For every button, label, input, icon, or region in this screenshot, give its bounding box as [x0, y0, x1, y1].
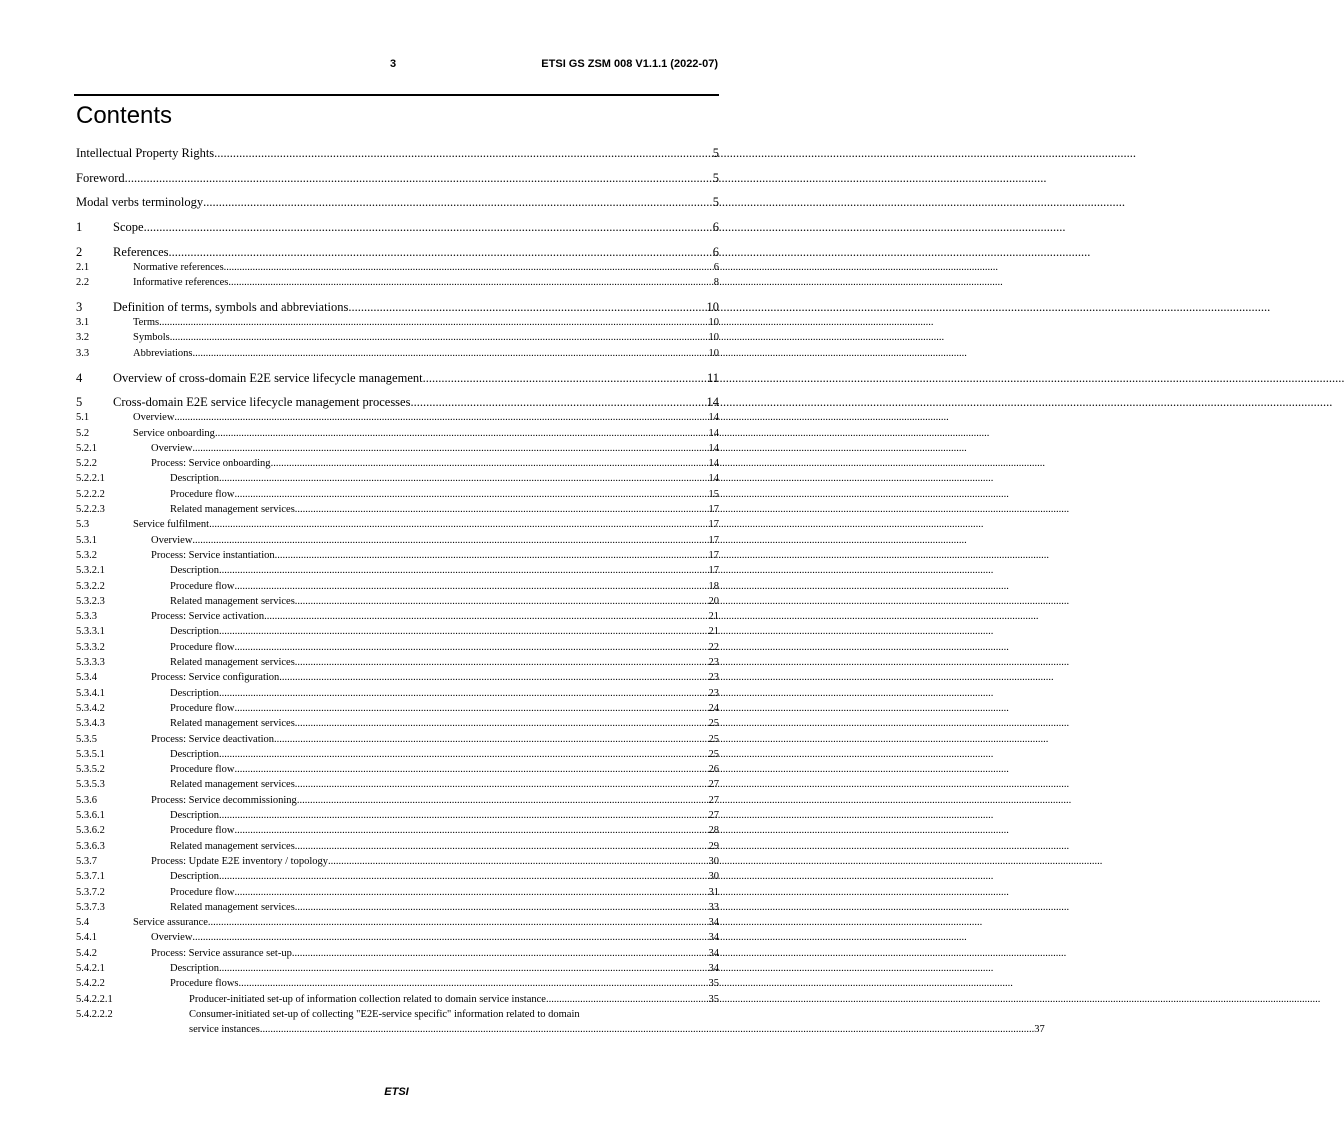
- toc-entry[interactable]: [76, 219, 719, 235]
- toc-leader-dots: [228, 275, 713, 290]
- toc-entry-label: Procedure flow: [170, 886, 235, 898]
- toc-entry-number: 5.3.3: [76, 611, 97, 623]
- toc-entry-number: 5: [76, 395, 83, 410]
- toc-entry-page: 23: [708, 687, 719, 699]
- toc-leader-dots: [234, 487, 708, 502]
- toc-entry[interactable]: [76, 594, 719, 609]
- toc-entry-page: 14: [708, 427, 719, 439]
- toc-entry[interactable]: [76, 915, 719, 930]
- toc-entry-label: Terms: [133, 317, 160, 329]
- toc-entry-number: 5.3.4: [76, 672, 97, 684]
- toc-entry[interactable]: [76, 533, 719, 548]
- toc-entry[interactable]: [76, 1007, 1045, 1038]
- toc-entry[interactable]: [76, 502, 719, 517]
- toc-entry-page: 14: [708, 473, 719, 485]
- toc-entry-page: 27: [708, 779, 719, 791]
- toc-entry-label: Service onboarding: [133, 427, 215, 439]
- toc-leader-dots: [193, 346, 709, 361]
- toc-entry[interactable]: [76, 275, 719, 290]
- toc-entry[interactable]: [76, 244, 719, 260]
- toc-entry-label: Overview of cross-domain E2E service lifecycle management: [113, 370, 423, 385]
- toc-entry-label: Producer-initiated set-up of information collection related to domain service instance: [189, 993, 546, 1005]
- toc-entry-page: 17: [708, 549, 719, 561]
- toc-entry-label: Service fulfilment: [133, 519, 210, 531]
- toc-entry-page: 25: [708, 748, 719, 760]
- toc-leader-dots: [170, 330, 709, 345]
- toc-entry-label: Related management services: [170, 504, 295, 516]
- toc-leader-dots: [219, 686, 709, 701]
- toc-leader-dots: [174, 410, 708, 425]
- toc-leader-dots: [192, 930, 708, 945]
- toc-entry[interactable]: [76, 640, 719, 655]
- toc-entry-label: Process: Service onboarding: [151, 458, 271, 470]
- toc-entry-page: 17: [708, 534, 719, 546]
- toc-entry-page: 34: [708, 917, 719, 929]
- toc-entry-page: 27: [708, 794, 719, 806]
- toc-entry[interactable]: [76, 762, 719, 777]
- toc-entry-number: 5.3.2.2: [76, 580, 105, 592]
- toc-entry-label: Process: Service assurance set-up: [151, 947, 292, 959]
- toc-entry-number: 1: [76, 220, 83, 235]
- toc-entry-page: 5: [712, 195, 719, 210]
- toc-entry-label: Procedure flow: [170, 825, 235, 837]
- toc-entry-page: 14: [708, 442, 719, 454]
- toc-entry-number: 3.3: [76, 347, 90, 359]
- toc-entry-page: 33: [708, 901, 719, 913]
- toc-entry-label: Process: Update E2E inventory / topology: [151, 855, 329, 867]
- toc-entry-label: Process: Service configuration: [151, 672, 280, 684]
- toc-entry-label: Related management services: [170, 595, 295, 607]
- toc-entry-page: 8: [713, 277, 719, 289]
- toc-leader-dots: [295, 716, 709, 731]
- toc-entry[interactable]: [76, 976, 719, 991]
- toc-entry-number: 5.3.5.1: [76, 748, 105, 760]
- toc-leader-dots: [264, 609, 708, 624]
- toc-leader-dots: [192, 441, 708, 456]
- toc-leader-dots: [144, 219, 713, 235]
- toc-entry-page: 5: [712, 170, 719, 185]
- toc-entry-page: 17: [708, 519, 719, 531]
- toc-entry[interactable]: [76, 517, 719, 532]
- toc-entry[interactable]: [76, 747, 719, 762]
- toc-entry[interactable]: [76, 487, 719, 502]
- toc-leader-dots: [271, 456, 709, 471]
- toc-entry[interactable]: [76, 992, 719, 1007]
- toc-leader-dots: [224, 260, 714, 275]
- toc-leader-dots: [348, 299, 706, 315]
- toc-leader-dots: [219, 808, 709, 823]
- toc-entry-page: 22: [708, 641, 719, 653]
- table-of-contents: [76, 145, 1045, 1037]
- toc-leader-dots: [234, 885, 708, 900]
- toc-entry-number: 5.3.6.2: [76, 825, 105, 837]
- toc-leader-dots: [234, 701, 708, 716]
- toc-leader-dots: [208, 915, 709, 930]
- toc-entry-page: 35: [708, 978, 719, 990]
- toc-leader-dots: [192, 533, 708, 548]
- toc-entry-number: 5.3.7.2: [76, 886, 105, 898]
- toc-entry-label: Process: Service activation: [151, 611, 265, 623]
- toc-entry[interactable]: [76, 655, 719, 670]
- toc-entry[interactable]: [76, 471, 719, 486]
- toc-entry-number: 5.3.4.2: [76, 702, 105, 714]
- toc-entry-label: Description: [170, 473, 219, 485]
- toc-entry-page: 31: [708, 886, 719, 898]
- toc-entry-page: 21: [708, 611, 719, 623]
- toc-leader-dots: [219, 624, 709, 639]
- toc-entry-label: Consumer-initiated set-up of collecting "E2E-service specific" information related to domain: [189, 1008, 580, 1020]
- toc-entry-page: 28: [708, 825, 719, 837]
- toc-entry-label: Definition of terms, symbols and abbreviations: [113, 300, 349, 315]
- toc-leader-dots: [292, 946, 709, 961]
- toc-entry[interactable]: [76, 441, 719, 456]
- toc-entry[interactable]: [76, 315, 719, 330]
- toc-entry-page: 20: [708, 595, 719, 607]
- toc-entry[interactable]: [76, 808, 719, 823]
- toc-entry[interactable]: [76, 961, 719, 976]
- toc-entry-label: Related management services: [170, 779, 295, 791]
- toc-entry-number: 3.1: [76, 317, 90, 329]
- toc-entry-label: Abbreviations: [133, 347, 193, 359]
- toc-entry-number: 5.3.3.2: [76, 641, 105, 653]
- toc-entry-page: 25: [708, 733, 719, 745]
- toc-entry[interactable]: [76, 548, 719, 563]
- toc-leader-dots: [295, 900, 709, 915]
- toc-leader-dots: [295, 655, 709, 670]
- toc-entry-number: 5.3.3.3: [76, 657, 105, 669]
- toc-entry-label: Process: Service instantiation: [151, 549, 275, 561]
- toc-leader-dots: [295, 594, 709, 609]
- toc-entry[interactable]: [76, 839, 719, 854]
- toc-leader-dots: [239, 976, 709, 991]
- toc-entry-page: 30: [708, 871, 719, 883]
- toc-entry[interactable]: [76, 793, 719, 808]
- toc-entry[interactable]: [76, 732, 719, 747]
- toc-leader-dots: [234, 823, 708, 838]
- toc-entry-label: Procedure flows: [170, 978, 239, 990]
- toc-entry-page: 11: [706, 370, 719, 385]
- toc-entry-label: Intellectual Property Rights: [76, 146, 215, 160]
- footer-etsi: ETSI: [384, 1086, 409, 1098]
- toc-entry-number: 5.4.2.2: [76, 978, 105, 990]
- toc-leader-dots: [260, 1022, 1034, 1037]
- toc-entry[interactable]: [76, 701, 719, 716]
- toc-entry-page: 29: [708, 840, 719, 852]
- toc-entry-page: 18: [708, 580, 719, 592]
- toc-entry-page: 26: [708, 764, 719, 776]
- toc-entry[interactable]: [76, 885, 719, 900]
- toc-leader-dots: [546, 992, 709, 1007]
- page-number: 3: [390, 58, 397, 70]
- toc-entry-number: 3.2: [76, 332, 90, 344]
- toc-entry-label: Overview: [151, 534, 193, 546]
- toc-entry[interactable]: [76, 410, 719, 425]
- toc-entry-page: 10: [708, 317, 719, 329]
- page-title: Contents: [76, 102, 173, 129]
- toc-entry-number: 5.4.2.2.1: [76, 993, 113, 1005]
- toc-leader-dots: [275, 548, 709, 563]
- toc-entry-number: 5.3.6.1: [76, 810, 105, 822]
- toc-entry-label: Related management services: [170, 657, 295, 669]
- toc-entry-label: Overview: [151, 932, 193, 944]
- toc-leader-dots: [295, 777, 709, 792]
- toc-entry-page: 34: [708, 932, 719, 944]
- toc-entry-number: 5.3.3.1: [76, 626, 105, 638]
- toc-entry[interactable]: [76, 777, 719, 792]
- toc-leader-dots: [295, 502, 709, 517]
- toc-entry-label: Informative references: [133, 277, 229, 289]
- toc-entry-label: Related management services: [170, 901, 295, 913]
- toc-entry-number: 5.3.6: [76, 794, 97, 806]
- toc-entry-label: Description: [170, 565, 219, 577]
- toc-entry-label: Description: [170, 748, 219, 760]
- toc-leader-dots: [295, 839, 709, 854]
- toc-leader-dots: [214, 145, 713, 161]
- toc-entry-number: 5.3.5: [76, 733, 97, 745]
- toc-entry-page: 10: [706, 300, 719, 315]
- document-id: ETSI GS ZSM 008 V1.1.1 (2022-07): [541, 58, 718, 70]
- toc-entry-page: 27: [708, 810, 719, 822]
- toc-entry-label: Procedure flow: [170, 488, 235, 500]
- toc-leader-dots: [159, 315, 708, 330]
- toc-entry-number: 5.3.4.1: [76, 687, 105, 699]
- toc-entry[interactable]: [76, 426, 719, 441]
- toc-entry-number: 5.3.1: [76, 534, 97, 546]
- toc-entry-page: 34: [708, 947, 719, 959]
- toc-entry-label: Description: [170, 687, 219, 699]
- toc-entry-page: 17: [708, 565, 719, 577]
- toc-entry[interactable]: [76, 930, 719, 945]
- toc-entry[interactable]: [76, 260, 719, 275]
- toc-entry[interactable]: [76, 330, 719, 345]
- toc-entry[interactable]: [76, 609, 719, 624]
- toc-entry[interactable]: [76, 456, 719, 471]
- toc-entry-page: 30: [708, 855, 719, 867]
- toc-entry-number: 2.2: [76, 277, 90, 289]
- toc-entry[interactable]: [76, 579, 719, 594]
- toc-entry-page: 23: [708, 672, 719, 684]
- toc-entry-label: Scope: [113, 220, 144, 235]
- toc-entry-label: Description: [170, 962, 219, 974]
- toc-entry-page: 24: [708, 702, 719, 714]
- toc-leader-dots: [234, 640, 708, 655]
- toc-entry-page: 6: [713, 261, 719, 273]
- toc-leader-dots: [279, 670, 708, 685]
- toc-leader-dots: [169, 244, 713, 260]
- toc-entry-label: Process: Service decommissioning: [151, 794, 297, 806]
- toc-entry-label: Description: [170, 810, 219, 822]
- toc-entry-label: Procedure flow: [170, 702, 235, 714]
- toc-entry-label: Normative references: [133, 261, 224, 273]
- toc-entry[interactable]: [76, 716, 719, 731]
- toc-entry[interactable]: [76, 670, 719, 685]
- toc-entry-number: 5.1: [76, 412, 90, 424]
- toc-entry-label: Modal verbs terminology: [76, 195, 204, 210]
- toc-entry-number: 5.3.7.1: [76, 871, 105, 883]
- toc-entry-page: 10: [708, 332, 719, 344]
- toc-entry-number: 5.4.2: [76, 947, 97, 959]
- toc-entry-number: 5.3.2: [76, 549, 97, 561]
- toc-entry[interactable]: [76, 624, 719, 639]
- toc-leader-dots: [215, 426, 709, 441]
- toc-entry-page: 14: [708, 458, 719, 470]
- toc-entry-number: 3: [76, 300, 83, 315]
- toc-entry-page: 34: [708, 962, 719, 974]
- toc-entry[interactable]: [76, 823, 719, 838]
- toc-entry-number: 5.2.2.2: [76, 488, 105, 500]
- toc-entry-number: 5.2.2.1: [76, 473, 105, 485]
- toc-entry-page: 15: [708, 488, 719, 500]
- toc-entry-number: 5.2.1: [76, 442, 97, 454]
- toc-entry-label: Description: [170, 626, 219, 638]
- toc-entry[interactable]: [76, 299, 719, 315]
- toc-entry-number: 5.2: [76, 427, 90, 439]
- toc-entry-label: Foreword: [76, 170, 125, 185]
- toc-entry-page: 25: [708, 718, 719, 730]
- toc-entry-label: Process: Service deactivation: [151, 733, 275, 745]
- toc-entry-number: 5.3.7.3: [76, 901, 105, 913]
- toc-entry[interactable]: [76, 900, 719, 915]
- toc-entry-number: 5.4.2.1: [76, 962, 105, 974]
- toc-entry[interactable]: [76, 869, 719, 884]
- toc-entry-page: 37: [1034, 1024, 1045, 1036]
- toc-entry-page: 6: [712, 220, 719, 235]
- toc-entry-label: Procedure flow: [170, 764, 235, 776]
- toc-entry[interactable]: [76, 946, 719, 961]
- toc-entry-label: Procedure flow: [170, 580, 235, 592]
- toc-entry-page: 23: [708, 657, 719, 669]
- toc-entry-label: References: [113, 244, 169, 259]
- toc-leader-dots: [219, 747, 709, 762]
- toc-entry-label: Related management services: [170, 718, 295, 730]
- toc-leader-dots: [234, 762, 708, 777]
- toc-entry-number: 5.3.6.3: [76, 840, 105, 852]
- toc-leader-dots: [219, 563, 709, 578]
- toc-leader-dots: [203, 194, 713, 210]
- toc-entry-number: 2.1: [76, 261, 90, 273]
- toc-entry-number: 5.2.2: [76, 458, 97, 470]
- toc-entry-label: Description: [170, 871, 219, 883]
- toc-entry-number: 5.3.5.3: [76, 779, 105, 791]
- toc-entry-number: 5.3.7: [76, 855, 97, 867]
- toc-entry-page: 10: [708, 347, 719, 359]
- toc-entry-number: 5.2.2.3: [76, 504, 105, 516]
- toc-entry[interactable]: [76, 394, 719, 410]
- toc-entry-page: 5: [712, 146, 719, 160]
- toc-entry[interactable]: [76, 170, 719, 186]
- toc-entry-number: 5.3.5.2: [76, 764, 105, 776]
- toc-entry[interactable]: [76, 563, 719, 578]
- toc-leader-dots: [219, 869, 709, 884]
- toc-leader-dots: [219, 961, 709, 976]
- toc-entry-label: Overview: [151, 442, 193, 454]
- toc-entry-label: Related management services: [170, 840, 295, 852]
- toc-leader-dots: [125, 170, 713, 186]
- toc-entry[interactable]: [76, 145, 719, 161]
- toc-leader-dots: [328, 854, 708, 869]
- toc-entry-page: 14: [706, 395, 719, 410]
- toc-entry-number: 2: [76, 244, 83, 259]
- toc-entry-label: Service assurance: [133, 917, 208, 929]
- toc-leader-dots: [410, 394, 706, 410]
- toc-entry-number: 5.4.2.2.2: [76, 1008, 113, 1020]
- toc-entry-label-cont: service instances: [189, 1024, 260, 1036]
- toc-entry-number: 5.4: [76, 917, 90, 929]
- toc-leader-dots: [423, 370, 707, 386]
- toc-entry-number: 4: [76, 370, 83, 385]
- toc-entry-page: 17: [708, 504, 719, 516]
- toc-leader-dots: [274, 732, 708, 747]
- toc-entry-page: 6: [712, 244, 719, 259]
- toc-entry-label: Cross-domain E2E service lifecycle management processes: [113, 395, 411, 410]
- toc-entry-page: 35: [708, 993, 719, 1005]
- toc-entry-number: 5.3.2.3: [76, 595, 105, 607]
- toc-leader-dots: [209, 517, 708, 532]
- toc-entry[interactable]: [76, 854, 719, 869]
- toc-entry[interactable]: [76, 370, 719, 386]
- toc-entry-number: 5.4.1: [76, 932, 97, 944]
- toc-entry-number: 5.3: [76, 519, 90, 531]
- toc-entry-number: 5.3.2.1: [76, 565, 105, 577]
- toc-entry-label: Procedure flow: [170, 641, 235, 653]
- toc-entry[interactable]: [76, 686, 719, 701]
- toc-entry-page: 14: [708, 412, 719, 424]
- toc-leader-dots: [219, 471, 709, 486]
- toc-entry[interactable]: [76, 194, 719, 210]
- toc-entry-number: 5.3.4.3: [76, 718, 105, 730]
- toc-entry-page: 21: [708, 626, 719, 638]
- header-rule: [74, 94, 719, 96]
- toc-entry-label: Symbols: [133, 332, 170, 344]
- toc-entry-label: Overview: [133, 412, 175, 424]
- toc-leader-dots: [297, 793, 709, 808]
- toc-leader-dots: [234, 579, 708, 594]
- toc-entry[interactable]: [76, 346, 719, 361]
